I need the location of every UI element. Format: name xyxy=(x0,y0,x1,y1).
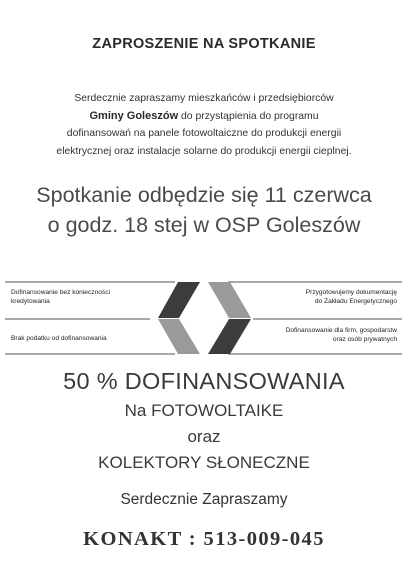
page-title: ZAPROSZENIE NA SPOTKANIE xyxy=(92,36,316,52)
left-chevron-upper xyxy=(158,282,200,318)
intro-line-4: elektrycznej oraz instalacje solarne do produkcji energii cieplnej. xyxy=(56,145,352,157)
intro-line-1: Serdecznie zapraszamy mieszkańców i przedsiębiorców xyxy=(74,93,334,104)
benefit-bottom-left: Brak podatku od dofinansowania xyxy=(11,335,107,342)
benefit-top-right: Przygotowujemy dokumentację do Zakładu Energetycznego xyxy=(305,289,397,305)
intro-line-2 xyxy=(20,108,388,126)
intro-line-3: dofinansowań na panele fotowoltaiczne do produkcji energii xyxy=(66,128,342,139)
right-chevron-lower xyxy=(208,319,251,354)
meeting-info xyxy=(0,180,408,240)
solar-collectors-line: KOLEKTORY SŁONECZNE xyxy=(98,453,310,472)
meeting-place-line: o godz. 18 stej w OSP Goleszów xyxy=(47,213,361,237)
right-chevron-upper xyxy=(208,282,251,318)
oraz-line: oraz xyxy=(187,427,221,446)
intro-line-2-rest: do przystąpienia do programu xyxy=(178,110,319,122)
intro-paragraph xyxy=(20,90,388,160)
meeting-date-line: Spotkanie odbędzie się 11 czerwca xyxy=(36,183,372,207)
contact-phone: KONAKT : 513-009-045 xyxy=(83,528,325,550)
left-chevron-lower xyxy=(158,319,200,354)
benefit-bottom-right: Dofinansowanie dla firm, gospodarstw oraz osób prywatnych xyxy=(285,327,397,343)
benefit-top-left: Dofinansowanie bez konieczności kredytowania xyxy=(11,289,110,305)
gmina-name: Gminy Goleszów xyxy=(89,109,179,122)
photovoltaics-line: Na FOTOWOLTAIKE xyxy=(124,401,284,420)
greeting: Serdecznie Zapraszamy xyxy=(120,491,288,508)
subsidy-percent: 50 % DOFINANSOWANIA xyxy=(63,368,345,394)
benefits-panel xyxy=(0,278,408,358)
